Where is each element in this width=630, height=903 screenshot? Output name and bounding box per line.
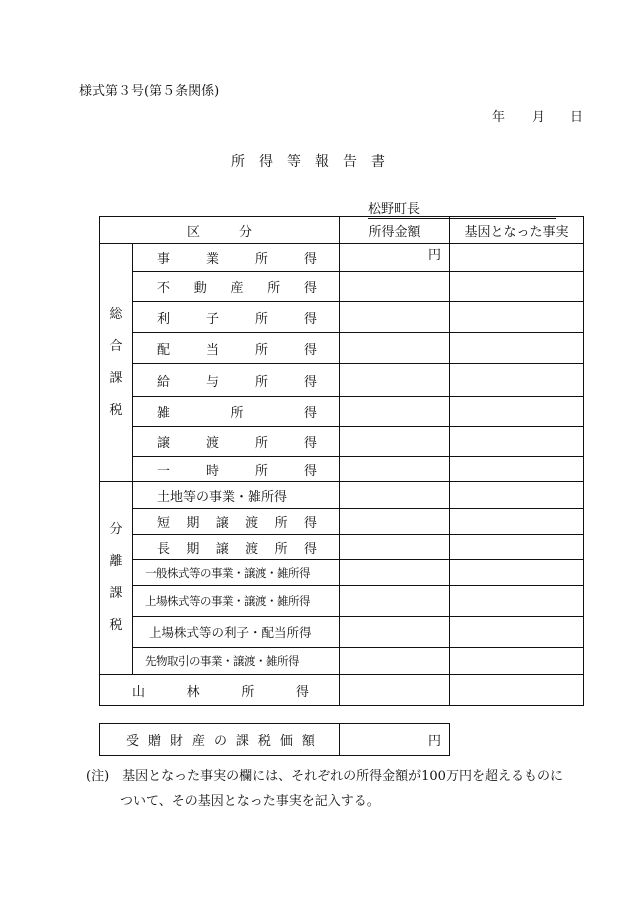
basis-cell[interactable]: [450, 560, 584, 586]
row-label-forest: 山 林 所 得: [100, 675, 340, 706]
amount-cell[interactable]: [340, 535, 450, 560]
note-line-1: (注) 基因となった事実の欄には、それぞれの所得金額が100万円を超えるものに: [86, 769, 563, 784]
amount-cell[interactable]: [340, 457, 450, 482]
basis-cell[interactable]: [450, 617, 584, 648]
row-label: 給 与 所 得: [133, 364, 340, 397]
amount-cell[interactable]: [340, 560, 450, 586]
row-label: 配 当 所 得: [133, 333, 340, 364]
gift-label: 受 贈 財 産 の 課 税 価 額: [100, 724, 340, 756]
basis-cell[interactable]: [450, 535, 584, 560]
amount-cell[interactable]: [340, 617, 450, 648]
date-month: 月: [532, 110, 546, 125]
row-label: 上場株式等の事業・譲渡・雑所得: [133, 586, 340, 617]
amount-cell[interactable]: [340, 272, 450, 302]
row-label: 土地等の事業・雑所得: [133, 482, 340, 509]
header-category: 区 分: [100, 217, 340, 244]
row-label: 譲 渡 所 得: [133, 427, 340, 457]
row-label: 短 期 譲 渡 所 得: [133, 509, 340, 535]
basis-cell[interactable]: [450, 675, 584, 706]
basis-cell[interactable]: [450, 397, 584, 427]
amount-cell[interactable]: [340, 302, 450, 333]
yen-unit: 円: [427, 734, 441, 749]
document-title: 所得等報告書: [231, 154, 399, 170]
date-year: 年: [492, 110, 506, 125]
income-table: [99, 216, 584, 706]
gift-table: [99, 723, 450, 756]
amount-cell[interactable]: [340, 675, 450, 706]
gift-amount-cell[interactable]: [340, 724, 450, 756]
basis-cell[interactable]: [450, 509, 584, 535]
yen-unit: 円: [427, 248, 441, 263]
basis-cell[interactable]: [450, 457, 584, 482]
header-basis: 基因となった事実: [450, 217, 584, 244]
basis-cell[interactable]: [450, 302, 584, 333]
row-label: 不 動 産 所 得: [133, 272, 340, 302]
row-label: 先物取引の事業・譲渡・雑所得: [133, 648, 340, 675]
amount-cell[interactable]: [340, 427, 450, 457]
form-number: 様式第３号(第５条関係): [79, 84, 220, 99]
group-label-separate: 分 離 課 税: [100, 482, 133, 675]
amount-cell[interactable]: [340, 244, 450, 272]
amount-cell[interactable]: [340, 364, 450, 397]
row-label: 雑 所 得: [133, 397, 340, 427]
amount-cell[interactable]: [340, 648, 450, 675]
row-label: 長 期 譲 渡 所 得: [133, 535, 340, 560]
basis-cell[interactable]: [450, 427, 584, 457]
basis-cell[interactable]: [450, 482, 584, 509]
amount-cell[interactable]: [340, 482, 450, 509]
amount-cell[interactable]: [340, 397, 450, 427]
amount-cell[interactable]: [340, 509, 450, 535]
basis-cell[interactable]: [450, 272, 584, 302]
amount-cell[interactable]: [340, 333, 450, 364]
date-day: 日: [570, 110, 584, 125]
row-label: 事 業 所 得: [133, 244, 340, 272]
row-label: 一 時 所 得: [133, 457, 340, 482]
row-label: 一般株式等の事業・譲渡・雑所得: [133, 560, 340, 586]
row-label: 上場株式等の利子・配当所得: [133, 617, 340, 648]
basis-cell[interactable]: [450, 364, 584, 397]
row-label: 利 子 所 得: [133, 302, 340, 333]
basis-cell[interactable]: [450, 244, 584, 272]
basis-cell[interactable]: [450, 586, 584, 617]
amount-cell[interactable]: [340, 586, 450, 617]
header-amount: 所得金額: [340, 217, 450, 244]
basis-cell[interactable]: [450, 648, 584, 675]
note-line-2: ついて、その基因となった事実を記入する。: [120, 794, 380, 809]
group-label-general: 総 合 課 税: [100, 244, 133, 482]
basis-cell[interactable]: [450, 333, 584, 364]
recipient: 松野町長: [368, 198, 556, 219]
